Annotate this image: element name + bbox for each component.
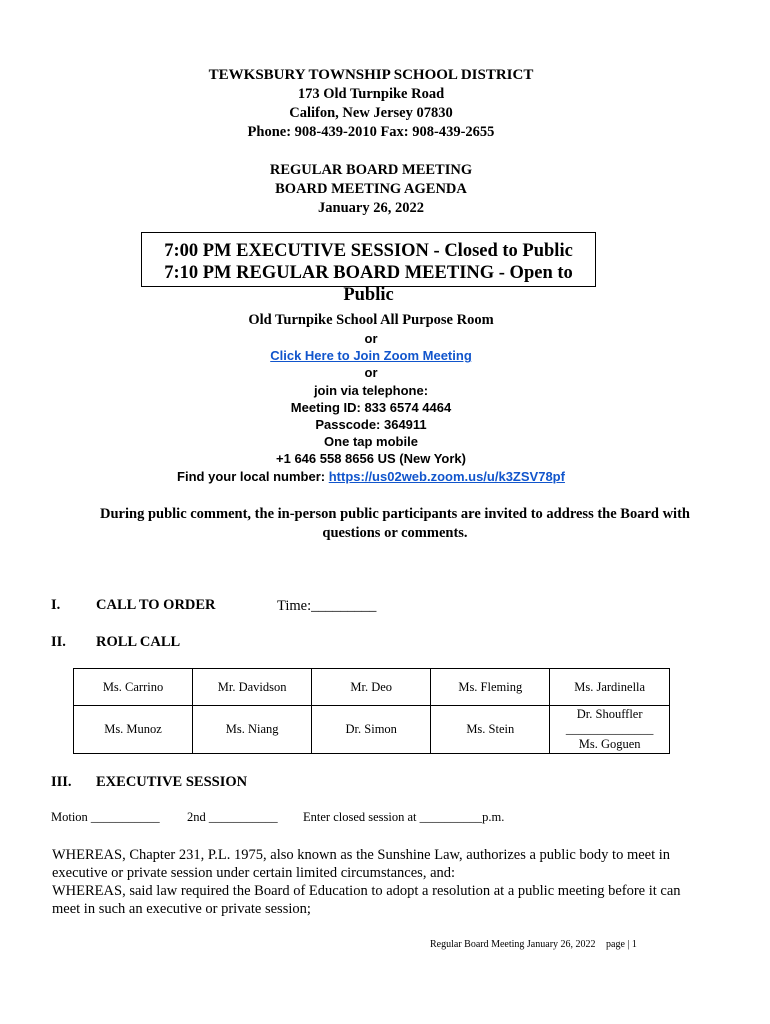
section-number: III. (51, 774, 72, 790)
local-number-label: Find your local number: (177, 468, 329, 484)
meeting-id: Meeting ID: 833 6574 4464 (290, 399, 452, 415)
call-time-blank: Time:_________ (277, 598, 377, 614)
roll-cell: Mr. Davidson (193, 669, 312, 706)
section-title-executive-session: EXECUTIVE SESSION (96, 774, 248, 790)
roll-cell: Dr. Simon (312, 706, 431, 754)
section-title-roll-call: ROLL CALL (96, 634, 181, 650)
telephone-label: join via telephone: (313, 382, 429, 398)
footer-text: Regular Board Meeting January 26, 2022 (430, 939, 596, 950)
section-number: I. (51, 597, 61, 613)
meeting-header (0, 161, 742, 218)
meeting-room: Old Turnpike School All Purpose Room (248, 312, 494, 328)
one-tap-label: One tap mobile (324, 434, 418, 450)
motion-blank: Motion ___________ (51, 810, 160, 824)
zoom-meeting-link[interactable]: Click Here to Join Zoom Meeting (270, 348, 472, 364)
public-comment-notice: During public comment, the in-person public participants are invited to address the Board with questions or comments. (100, 506, 690, 541)
or-text: or (364, 331, 378, 346)
executive-session-time: 7:00 PM EXECUTIVE SESSION - Closed to Public (164, 241, 573, 261)
roll-call-table (73, 668, 670, 754)
location-block (0, 311, 742, 485)
district-name: TEWKSBURY TOWNSHIP SCHOOL DISTRICT (208, 67, 534, 83)
local-number-link[interactable]: https://us02web.zoom.us/u/k3ZSV78pf (328, 468, 565, 484)
agenda-title: BOARD MEETING AGENDA (275, 181, 467, 197)
meeting-date: January 26, 2022 (318, 200, 424, 216)
regular-meeting-time: 7:10 PM REGULAR BOARD MEETING - Open to Public (164, 263, 573, 305)
meeting-type: REGULAR BOARD MEETING (269, 162, 473, 178)
roll-cell: Ms. Munoz (74, 706, 193, 754)
phone-fax: Phone: 908-439-2010 Fax: 908-439-2655 (247, 124, 495, 140)
roll-cell: Ms. Jardinella (550, 669, 670, 706)
or-text: or (364, 365, 378, 381)
roll-cell: Ms. Niang (193, 706, 312, 754)
letterhead (0, 66, 742, 142)
roll-cell: Ms. Stein (431, 706, 550, 754)
passcode: Passcode: 364911 (315, 417, 427, 433)
whereas-paragraph-1: WHEREAS, Chapter 231, P.L. 1975, also known as the Sunshine Law, authorizes a public body to meet in executive or private session under certain limited circumstances, and: (52, 847, 671, 881)
roll-name: Ms. Goguen (578, 737, 641, 751)
roll-name: Dr. Shouffler (576, 707, 643, 721)
address-line-1: 173 Old Turnpike Road (297, 86, 445, 102)
section-title-call-to-order: CALL TO ORDER (96, 597, 216, 613)
section-number: II. (51, 634, 66, 650)
address-line-2: Califon, New Jersey 07830 (289, 105, 453, 121)
whereas-paragraph-2: WHEREAS, said law required the Board of Education to adopt a resolution at a public meeting before it can meet in such an executive or private session; (52, 883, 681, 917)
page-number: page | 1 (606, 939, 637, 950)
table-row (74, 706, 670, 754)
second-blank: 2nd ___________ (187, 810, 278, 824)
roll-divider: ______________ (565, 722, 654, 736)
closed-session-time-blank: Enter closed session at __________p.m. (303, 810, 505, 824)
roll-cell: Ms. Carrino (74, 669, 193, 706)
roll-cell: Mr. Deo (312, 669, 431, 706)
dial-in-number: +1 646 558 8656 US (New York) (276, 451, 466, 467)
roll-cell: Ms. Fleming (431, 669, 550, 706)
schedule-box (141, 232, 596, 305)
table-row (74, 669, 670, 706)
roll-cell-shared (550, 706, 670, 754)
page-footer (430, 939, 637, 950)
